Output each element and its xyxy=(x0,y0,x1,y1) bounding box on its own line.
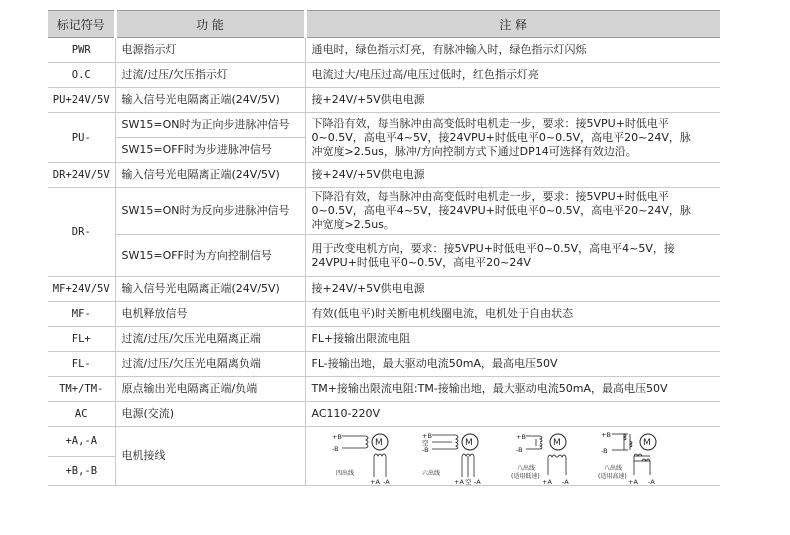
diagram-label-b-plus: +B xyxy=(421,432,432,440)
mark-cell: PU- xyxy=(48,113,115,163)
function-cell: 过流/过压/欠压光电隔离负端 xyxy=(115,352,305,377)
table-row xyxy=(48,302,720,327)
note-cell: 通电时，绿色指示灯亮，有脉冲输入时，绿色指示灯闪烁 xyxy=(305,38,720,63)
diagram-label-unused: 空 xyxy=(464,478,471,485)
mark-cell: DR- xyxy=(48,188,115,277)
note-cell: 接+24V/+5V供电电源 xyxy=(305,88,720,113)
mark-cell: FL+ xyxy=(48,327,115,352)
diagram-caption: 八出线 xyxy=(516,465,535,472)
function-cell: 输入信号光电隔离正端(24V/5V) xyxy=(115,163,305,188)
diagram-label-a-plus: +A xyxy=(627,478,638,485)
mark-cell: AC xyxy=(48,402,115,427)
mark-cell: TM+/TM- xyxy=(48,377,115,402)
mark-cell: MF- xyxy=(48,302,115,327)
mark-cell: MF+24V/5V xyxy=(48,277,115,302)
table-row xyxy=(48,427,720,457)
diagram-label-a-minus: -A xyxy=(647,478,655,485)
note-cell: FL-接输出地，最大驱动电流50mA，最高电压50V xyxy=(305,352,720,377)
note-cell xyxy=(305,235,720,277)
table-row xyxy=(48,327,720,352)
function-cell: SW15=ON时为反向步进脉冲信号 xyxy=(115,188,305,235)
function-cell: SW15=ON时为正向步进脉冲信号 xyxy=(115,113,305,138)
wiring-diagrams xyxy=(312,429,717,485)
note-line: 冲宽度>2.5us，脉冲/方向控制方式下通过DP14可选择有效边沿。 xyxy=(311,144,637,158)
diagram-label-b-plus: +B xyxy=(331,433,342,441)
table-header-row xyxy=(48,11,720,38)
note-line: 24VPU+时低电平0~0.5V，高电平20~24V xyxy=(311,255,531,269)
note-line: 下降沿有效，每当脉冲由高变低时电机走一步，要求：接5VPU+时低电平 xyxy=(311,190,669,203)
note-line: 0~0.5V，高电平4~5V，接24VPU+时低电平0~0.5V，高电平20~24V，脉 xyxy=(311,130,691,144)
function-cell: 过流/过压/欠压指示灯 xyxy=(115,63,305,88)
function-cell: 电机接线 xyxy=(115,427,305,486)
function-cell: 电机释放信号 xyxy=(115,302,305,327)
diagram-label-unused: 空 xyxy=(421,439,428,447)
diagram-caption: 八出线 xyxy=(603,465,622,472)
table-row xyxy=(48,352,720,377)
diagram-label-a-minus: -A xyxy=(561,478,569,485)
table-row xyxy=(48,38,720,63)
diagram-caption: (适用高速) xyxy=(597,473,627,480)
mark-cell: +A,-A xyxy=(48,427,115,457)
table-row xyxy=(48,377,720,402)
diagram-label-b-plus: +B xyxy=(515,433,526,441)
function-cell: SW15=OFF时为步进脉冲信号 xyxy=(115,138,305,163)
diagram-label-a-plus: +A xyxy=(453,478,464,485)
note-line: 0~0.5V，高电平4~5V，接24VPU+时低电平0~0.5V，高电平20~24V，脉 xyxy=(311,204,691,217)
terminal-table xyxy=(48,10,720,486)
function-cell: 输入信号光电隔离正端(24V/5V) xyxy=(115,88,305,113)
note-line: 用于改变电机方向，要求：接5VPU+时低电平0~0.5V，高电平4~5V，接 xyxy=(311,241,675,255)
note-line: 冲宽度>2.5us。 xyxy=(311,218,395,231)
table-row xyxy=(48,188,720,235)
note-cell: TM+接输出限流电阻:TM-接输出地，最大驱动电流50mA，最高电压50V xyxy=(305,377,720,402)
diagram-caption: (适用低速) xyxy=(510,473,540,480)
diagram-label-b-minus: -B xyxy=(421,446,429,454)
note-cell: 有效(低电平)时关断电机线圈电流，电机处于自由状态 xyxy=(305,302,720,327)
mark-cell: PU+24V/5V xyxy=(48,88,115,113)
table-row xyxy=(48,402,720,427)
table-row xyxy=(48,277,720,302)
motor-symbol: M xyxy=(552,438,561,448)
note-cell xyxy=(305,113,720,163)
diagram-caption: 四出线 xyxy=(335,470,354,477)
mark-cell: FL- xyxy=(48,352,115,377)
table-row xyxy=(48,113,720,138)
mark-cell: DR+24V/5V xyxy=(48,163,115,188)
function-cell: 输入信号光电隔离正端(24V/5V) xyxy=(115,277,305,302)
header-mark: 标记符号 xyxy=(48,11,115,38)
table-row xyxy=(48,163,720,188)
diagram-label-a-minus: -A xyxy=(382,478,390,485)
header-function: 功 能 xyxy=(115,11,305,38)
table-row xyxy=(48,88,720,113)
note-cell xyxy=(305,188,720,235)
table-row xyxy=(48,63,720,88)
wiring-diagrams-cell xyxy=(305,427,720,486)
diagram-label-b-plus: +B xyxy=(600,431,611,439)
mark-cell: O.C xyxy=(48,63,115,88)
diagram-caption: 六出线 xyxy=(421,470,440,477)
table-row xyxy=(48,235,720,277)
diagram-label-a-minus: -A xyxy=(473,478,481,485)
diagram-label-b-minus: -B xyxy=(331,445,339,453)
function-cell: 电源指示灯 xyxy=(115,38,305,63)
motor-symbol: M xyxy=(642,438,651,448)
diagram-label-a-plus: +A xyxy=(541,478,552,485)
mark-cell: +B,-B xyxy=(48,456,115,486)
function-cell: 电源(交流) xyxy=(115,402,305,427)
motor-symbol: M xyxy=(374,438,383,448)
diagram-label-b-minus: -B xyxy=(600,447,608,455)
header-note: 注 释 xyxy=(305,11,720,38)
note-cell: 接+24V/+5V供电电源 xyxy=(305,163,720,188)
diagram-label-a-plus: +A xyxy=(369,478,380,485)
note-cell: AC110-220V xyxy=(305,402,720,427)
mark-cell: PWR xyxy=(48,38,115,63)
function-cell: 原点输出光电隔离正端/负端 xyxy=(115,377,305,402)
note-cell: 电流过大/电压过高/电压过低时，红色指示灯亮 xyxy=(305,63,720,88)
note-cell: 接+24V/+5V供电电源 xyxy=(305,277,720,302)
note-cell: FL+接输出限流电阻 xyxy=(305,327,720,352)
function-cell: SW15=OFF时为方向控制信号 xyxy=(115,235,305,277)
diagram-label-b-minus: -B xyxy=(515,446,523,454)
motor-symbol: M xyxy=(464,438,473,448)
note-line: 下降沿有效，每当脉冲由高变低时电机走一步，要求：接5VPU+时低电平 xyxy=(311,116,669,130)
function-cell: 过流/过压/欠压光电隔离正端 xyxy=(115,327,305,352)
